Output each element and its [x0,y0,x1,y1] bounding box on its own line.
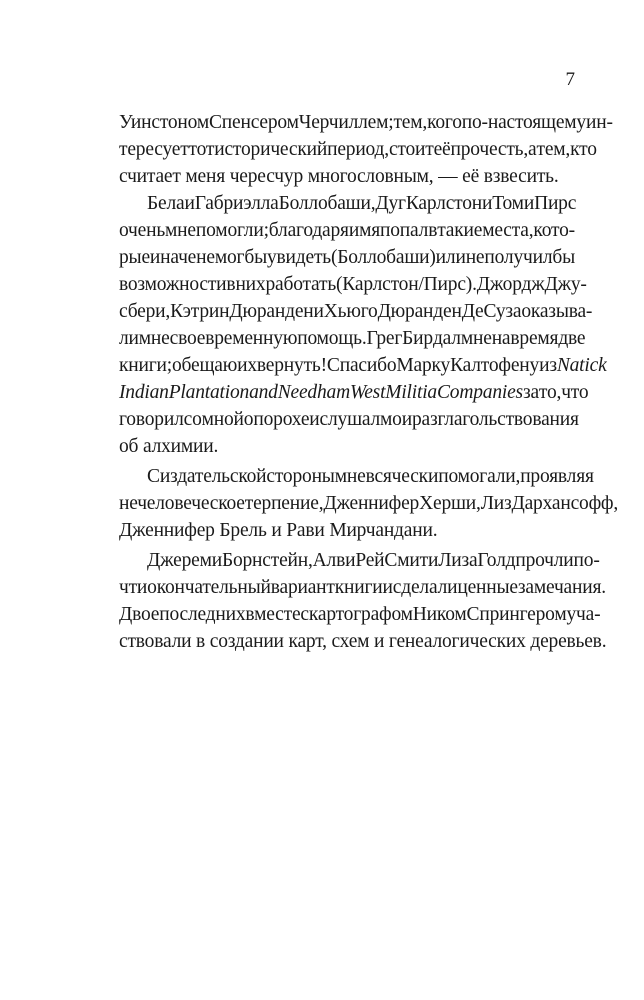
word: Дженнифер [323,493,420,514]
word: терпение, [244,493,324,514]
word: не [465,247,485,268]
word: Карлстон [405,193,482,214]
text-line [119,298,593,325]
word: Борнстейн, [221,550,313,571]
word: из [539,355,557,376]
word: West [349,382,386,403]
word: последних [159,604,246,625]
page-number: 7 [565,69,575,90]
word: мог [214,247,245,268]
word: тем, [536,139,571,160]
word: об [119,436,139,457]
word: нечеловеческое [119,493,245,514]
text-line [119,190,577,217]
word: тот [188,139,215,160]
word: на [491,328,511,349]
word: и [482,193,493,214]
word: уча- [566,604,601,625]
word: Natick [556,355,607,376]
word: прочесть, [450,139,529,160]
word: замечания. [517,577,606,598]
word: кото- [533,220,575,241]
word: говорил [119,409,184,430]
word: кто [570,139,597,160]
word: Needham [277,382,350,403]
word: Уинстоном [119,112,209,133]
word: оказыва- [521,301,593,322]
word: Рави [286,520,325,541]
word: мной [201,409,244,430]
word: Кэтрин [170,301,230,322]
text-line [119,109,613,136]
word: по-настоящему [461,112,586,133]
text-line [119,136,597,163]
text-line [119,163,559,190]
word: Дженнифер [119,520,215,541]
word: стоит [388,139,434,160]
word: порохе [253,409,310,430]
word: мне [334,466,366,487]
word: карт, [288,631,327,652]
word: время [510,328,559,349]
word: разглагольствования [411,409,579,430]
word: прочли [515,550,574,571]
word: (Боллобаши) [330,247,436,268]
word: Plantation [168,382,250,403]
word: С [147,466,160,487]
text-line [119,325,586,352]
word: взвесить. [483,166,559,187]
text-line [119,244,575,271]
word: Двое [119,604,160,625]
word: вместе [245,604,301,625]
word: Лиз [480,493,512,514]
word: получил [484,247,553,268]
text-line [119,601,601,628]
word: чересчур [229,166,304,187]
word: and [249,382,278,403]
word: две [558,328,586,349]
text-line [119,433,522,460]
word: ценные [457,577,518,598]
word: возможности [119,274,227,295]
word: то, [538,382,562,403]
word: иначе [149,247,197,268]
word: книги [334,577,383,598]
word: стороны [266,466,335,487]
word: Спенсером [209,112,299,133]
word: тересует [119,139,189,160]
text-line [119,217,575,244]
word: Рей [355,550,385,571]
word: считает [119,166,181,187]
word: дал [432,328,461,349]
word: ли [119,328,139,349]
word: её [462,166,480,187]
word: период, [327,139,389,160]
word: Томи [492,193,535,214]
word: схем [331,631,370,652]
word: о [243,409,254,430]
word: ин- [585,112,613,133]
word: и [373,631,385,652]
word: Дуг [375,193,406,214]
word: сделали [392,577,458,598]
word: им [348,220,372,241]
word: исторический [214,139,328,160]
word: проявляя [520,466,594,487]
word: ствовали [119,631,192,652]
word: создании [209,631,284,652]
word: благодаря [268,220,349,241]
text-line [119,574,606,601]
text-line [119,352,607,379]
word: мне [165,220,196,241]
word: Дюранден [377,301,462,322]
word: в [226,274,236,295]
word: рые [119,247,150,268]
word: Голд [477,550,516,571]
word: и [427,550,439,571]
word: и [184,193,195,214]
word: Дюранден [229,301,314,322]
word: увидеть [266,247,331,268]
word: бы [552,247,575,268]
word: Мирчандани. [329,520,438,541]
word: обещаю [172,355,238,376]
word: Спасибо [326,355,397,376]
word: картографом [308,604,413,625]
word: Джереми [147,550,222,571]
word: Лиза [438,550,478,571]
word: и [271,520,282,541]
word: Бир [402,328,433,349]
word: мои [380,409,412,430]
text-line [119,490,619,517]
word: издательской [159,466,267,487]
word: а [528,139,537,160]
word: такие [437,220,483,241]
word: Габриэлла [194,193,279,214]
word: в [196,631,206,652]
word: Херши, [419,493,481,514]
word: мне [138,328,170,349]
text-line [119,271,587,298]
text-line [119,547,600,574]
word: Боллобаши, [278,193,376,214]
word: я [371,220,380,241]
word: всячески [365,466,439,487]
text-line [119,406,579,433]
word: Смит [384,550,428,571]
text-line [119,517,522,544]
word: вариант [270,577,335,598]
word: и [309,409,320,430]
word: Спрингером [466,604,567,625]
word: Джу- [544,274,587,295]
word: и [382,577,393,598]
word: чти [119,577,148,598]
word: по- [573,550,600,571]
word: бы [244,247,267,268]
word: них [235,274,266,295]
word: или [435,247,466,268]
text-line [119,463,594,490]
word: алхимии. [142,436,219,457]
word: книги; [119,355,172,376]
word: кого [427,112,462,133]
word: Джордж [476,274,545,295]
word: попал [380,220,429,241]
word: в [428,220,438,241]
word: мне [460,328,492,349]
word: за [522,382,539,403]
word: её [433,139,451,160]
word: генеалогических [388,631,526,652]
word: Калтофену [450,355,540,376]
word: с [300,604,309,625]
word: слушал [319,409,381,430]
word: помогали, [438,466,521,487]
word: что [561,382,589,403]
word: работать [265,274,337,295]
word: их [237,355,257,376]
word: тем, [393,112,428,133]
word: (Карлстон/Пирс). [336,274,477,295]
word: ДеСуза [461,301,522,322]
word: со [183,409,202,430]
word: — [438,166,458,187]
word: помогли; [195,220,269,241]
word: своевременную [169,328,298,349]
word: Companies [436,382,523,403]
word: многословным, [307,166,434,187]
word: Militia [385,382,437,403]
word: не [196,247,215,268]
word: Черчиллем; [298,112,394,133]
word: меня [185,166,225,187]
word: Бела [147,193,185,214]
word: деревьев. [530,631,607,652]
word: окончательный [147,577,271,598]
body-text [119,109,619,655]
word: очень [119,220,166,241]
text-line [119,628,607,655]
text-line [119,379,589,406]
word: сбери, [119,301,171,322]
word: Хьюго [323,301,378,322]
word: Дархансофф, [511,493,619,514]
word: Алви [312,550,356,571]
word: и [313,301,324,322]
word: помощь. [297,328,367,349]
word: места, [482,220,534,241]
word: Марку [396,355,451,376]
word: вернуть! [256,355,327,376]
word: Indian [119,382,169,403]
word: Брель [219,520,267,541]
word: Грег [366,328,403,349]
word: Пирс [534,193,577,214]
word: Ником [412,604,467,625]
